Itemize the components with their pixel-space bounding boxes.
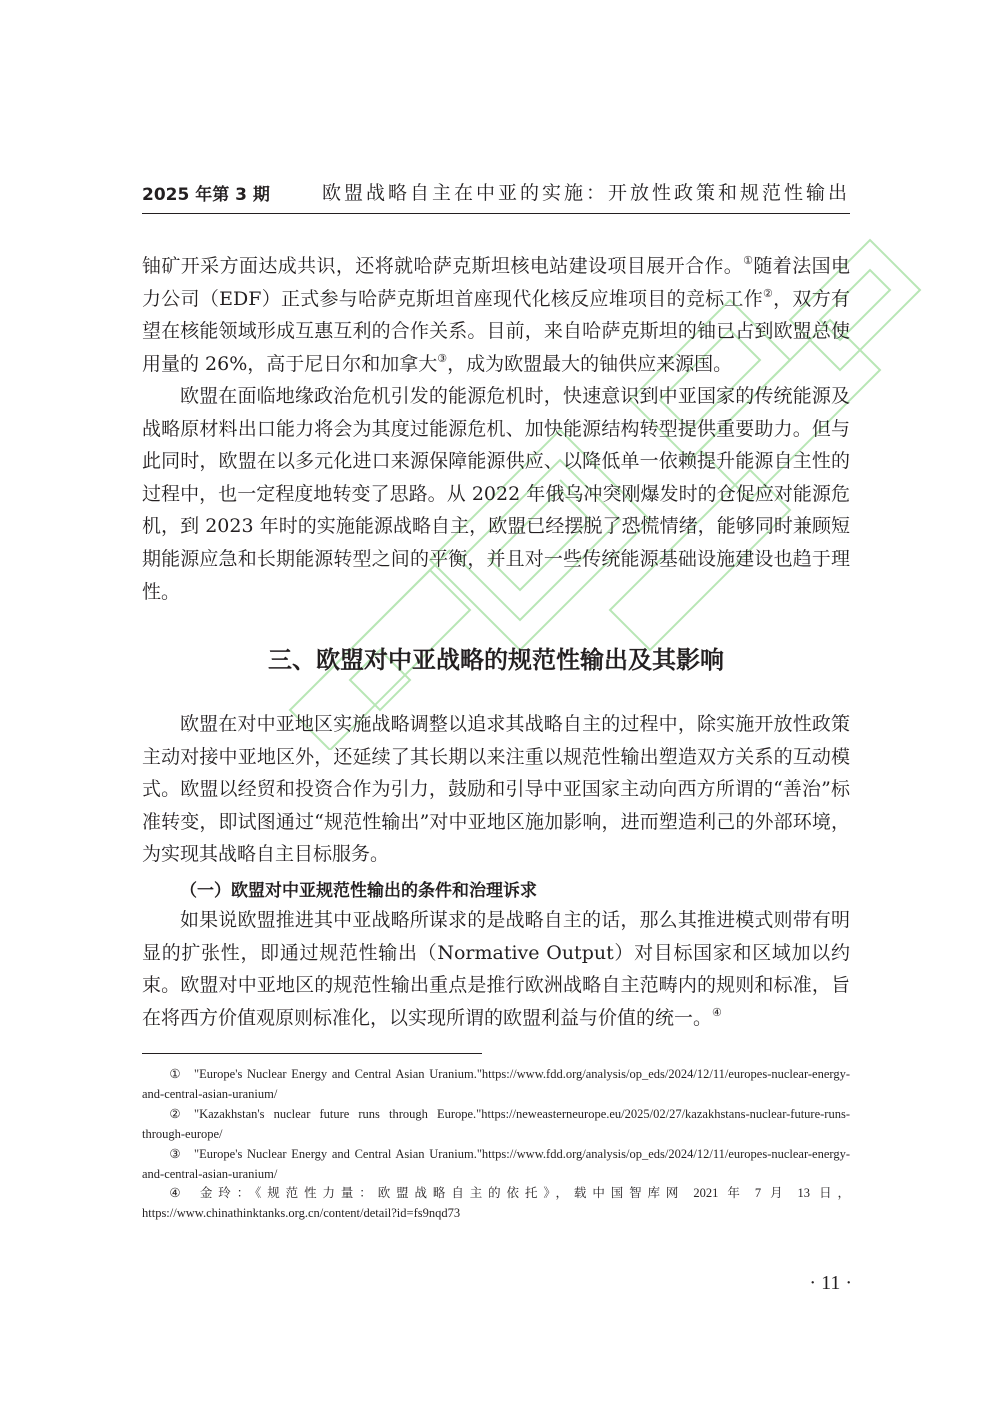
subsection-title: （一）欧盟对中亚规范性输出的条件和治理诉求 — [180, 881, 537, 901]
section-title: 三、欧盟对中亚战略的规范性输出及其影响 — [268, 646, 724, 674]
running-header — [142, 178, 850, 208]
footnote-number: ④ — [169, 1186, 181, 1200]
paragraph-1: 铀矿开采方面达成共识，还将就哈萨克斯坦核电站建设项目展开合作。①随着法国电力公司（EDF）正式参与哈萨克斯坦首座现代化核反应堆项目的竞标工作②，双方有望在核能领域形成互惠互利的合作关系。目前，来自哈萨克斯坦的铀已占到欧盟总使用量的 26%，高于尼日尔和加拿大③，成为欧盟最大的铀供应来源国。 — [142, 254, 850, 375]
footnote-ref-4[interactable]: ④ — [712, 1005, 722, 1019]
paragraph-4: 如果说欧盟推进其中亚战略所谋求的是战略自主的话，那么其推进模式则带有明显的扩张性，即通过规范性输出（Normative Output）对目标国家和区域加以约束。欧盟对中亚地区的规范性输出重点是推行欧洲战略自主范畴内的规则和标准，旨在将西方价值观原则标准化，以实现所谓的欧盟利益与价值的统一。④ — [142, 909, 850, 1029]
running-title: 欧盟战略自主在中亚的实施：开放性政策和规范性输出 — [321, 182, 850, 204]
journal-issue: 2025 年第 3 期 — [142, 185, 270, 205]
footnote-number: ② — [169, 1107, 181, 1121]
footnote-ref-1[interactable]: ① — [743, 254, 754, 267]
footnote-3: ③ "Europe's Nuclear Energy and Central Asian Uranium."https://www.fdd.org/analysis/op_eds/2024/12/11/europes-nuclear-energy-and-central-asian-uranium/ — [142, 1144, 850, 1184]
page-number: · 11 · — [809, 1272, 852, 1294]
footnote-number: ① — [169, 1067, 181, 1081]
footnote-rule — [142, 1053, 482, 1054]
footnote-4: ④ 金玲：《规范性力量：欧盟战略自主的依托》，载中国智库网 2021 年 7 月 13 日，https://www.chinathinktanks.org.cn/content/detail?id=fs9nqd73 — [142, 1183, 850, 1223]
footnote-1: ① "Europe's Nuclear Energy and Central Asian Uranium."https://www.fdd.org/analysis/op_eds/2024/12/11/europes-nuclear-energy-and-central-asian-uranium/ — [142, 1064, 850, 1104]
footnote-number: ③ — [169, 1147, 181, 1161]
paragraph-2: 欧盟在面临地缘政治危机引发的能源危机时，快速意识到中亚国家的传统能源及战略原材料出口能力将会为其度过能源危机、加快能源结构转型提供重要助力。但与此同时，欧盟在以多元化进口来源保障能源供应、以降低单一依赖提升能源自主性的过程中，也一定程度地转变了思路。从 2022 年俄乌冲突刚爆发时的仓促应对能源危机，到 2023 年时的实施能源战略自主，欧盟已经摆脱了恐慌情绪，能够同时兼顾短期能源应急和长期能源转型之间的平衡，并且对一些传统能源基础设施建设也趋于理性。 — [142, 385, 850, 603]
footnote-ref-2[interactable]: ② — [762, 286, 774, 300]
header-rule — [142, 213, 850, 214]
footnote-2: ② "Kazakhstan's nuclear future runs through Europe."https://neweasterneurope.eu/2025/02/27/kazakhstans-nuclear-future-runs-through-europe/ — [142, 1104, 850, 1144]
footnote-ref-3[interactable]: ③ — [437, 351, 448, 365]
paragraph-3: 欧盟在对中亚地区实施战略调整以追求其战略自主的过程中，除实施开放性政策主动对接中亚地区外，还延续了其长期以来注重以规范性输出塑造双方关系的互动模式。欧盟以经贸和投资合作为引力，鼓励和引导中亚国家主动向西方所谓的“善治”标准转变，即试图通过“规范性输出”对中亚地区施加影响，进而塑造利己的外部环境，为实现其战略自主目标服务。 — [142, 713, 850, 866]
